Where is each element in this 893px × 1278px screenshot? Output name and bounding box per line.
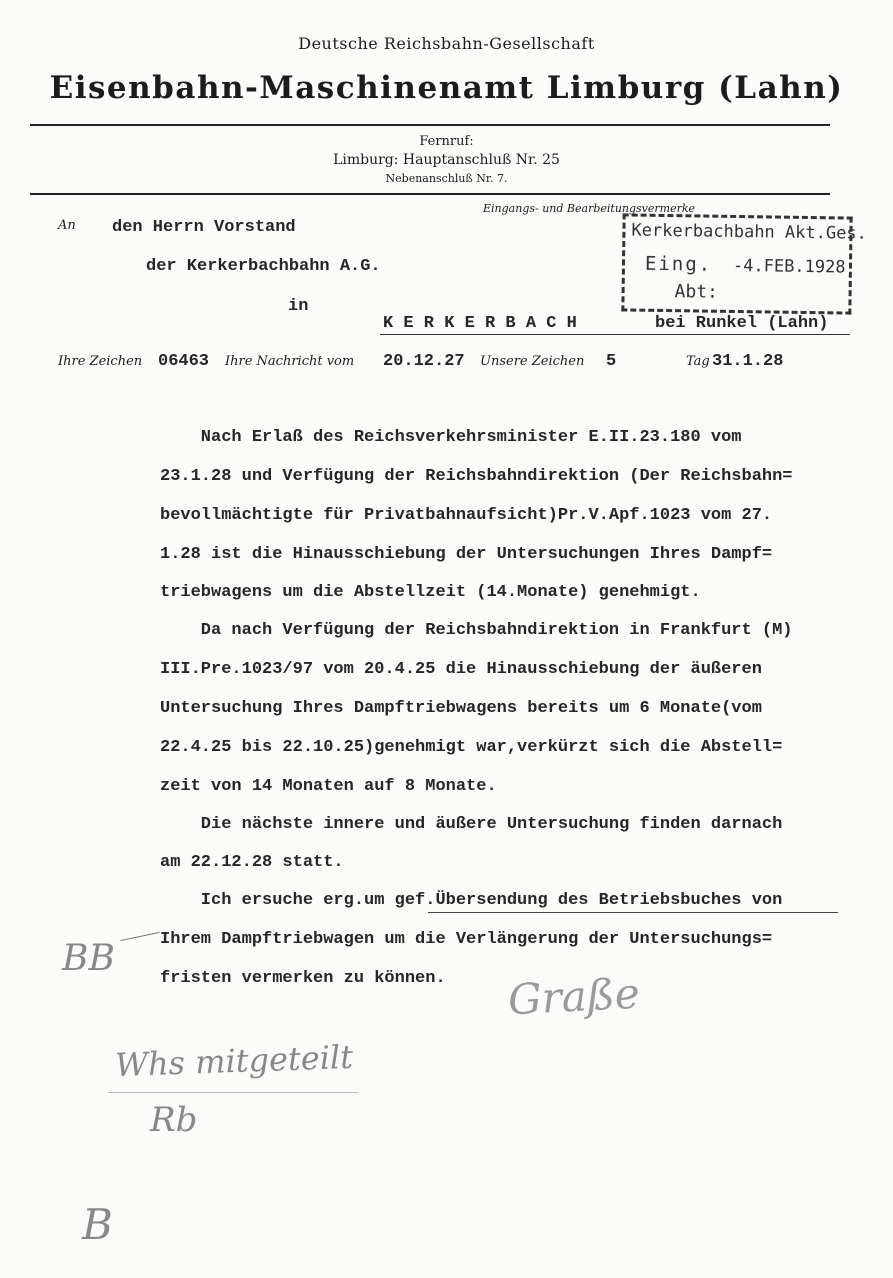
- nachricht-label: Ihre Nachricht vom: [225, 354, 355, 369]
- place-underline: [380, 334, 850, 335]
- body-line: triebwagens um die Abstellzeit (14.Monate) genehmigt.: [160, 583, 701, 602]
- address-line-2: der Kerkerbachbahn A.G.: [146, 257, 381, 276]
- phone-main: Limburg: Hauptanschluß Nr. 25: [333, 152, 560, 168]
- phone-ext: Nebenanschluß Nr. 7.: [385, 172, 508, 185]
- receipt-stamp: [621, 213, 867, 314]
- tag-label: Tag: [686, 354, 710, 369]
- stamp-eing-label: Eing.: [644, 252, 713, 276]
- body-line: Da nach Verfügung der Reichsbahndirektion in Frankfurt (M): [160, 621, 793, 640]
- body-line: 22.4.25 bis 22.10.25)genehmigt war,verkürzt sich die Abstell=: [160, 738, 783, 757]
- note-initials: Rb: [150, 1100, 198, 1140]
- pencil-arrow: [120, 932, 159, 941]
- receipt-label: Eingangs- und Bearbeitungsvermerke: [483, 202, 696, 215]
- unsere-zeichen-label: Unsere Zeichen: [480, 354, 585, 369]
- body-line: bevollmächtigte für Privatbahnaufsicht)Pr.V.Apf.1023 vom 27.: [160, 506, 773, 525]
- handwritten-note: Whs mitgeteilt: [114, 1037, 354, 1085]
- body-line: am 22.12.28 statt.: [160, 853, 344, 872]
- body-line: Nach Erlaß des Reichsverkehrsminister E.II.23.180 vom: [160, 428, 742, 447]
- address-line-3: in: [288, 297, 309, 316]
- body-line: fristen vermerken zu können.: [160, 969, 446, 988]
- office-name: Eisenbahn-Maschinenamt Limburg (Lahn): [49, 70, 844, 106]
- stamp-company: Kerkerbachbahn Akt.Ges.: [631, 220, 867, 244]
- tag-value: 31.1.28: [712, 352, 784, 371]
- address-place-suffix: bei Runkel (Lahn): [655, 314, 829, 333]
- ihre-zeichen-label: Ihre Zeichen: [58, 354, 143, 369]
- pencil-underline: [428, 912, 838, 913]
- body-line: 23.1.28 und Verfügung der Reichsbahndirektion (Der Reichsbahn=: [160, 467, 793, 486]
- header-divider: [30, 124, 830, 126]
- body-line: 1.28 ist die Hinausschiebung der Untersuchungen Ihres Dampf=: [160, 545, 773, 564]
- body-line: Die nächste innere und äußere Untersuchung finden darnach: [160, 815, 783, 834]
- address-place: K E R K E R B A C H: [383, 314, 577, 333]
- stamp-abt-label: Abt:: [674, 281, 719, 303]
- phone-label: Fernruf:: [419, 134, 474, 149]
- body-line: III.Pre.1023/97 vom 20.4.25 die Hinausschiebung der äußeren: [160, 660, 762, 679]
- unsere-zeichen-value: 5: [606, 352, 617, 371]
- stamp-date: -4.FEB.1928: [732, 255, 846, 278]
- note-underline: [108, 1092, 358, 1093]
- body-line: Ich ersuche erg.um gef.Übersendung des Betriebsbuches von: [160, 891, 783, 910]
- signature: Graße: [506, 968, 641, 1025]
- body-line: Untersuchung Ihres Dampftriebwagens bereits um 6 Monate(vom: [160, 699, 762, 718]
- phone-divider: [30, 193, 830, 195]
- address-an-label: An: [58, 218, 76, 233]
- address-line-1: den Herrn Vorstand: [112, 218, 296, 237]
- margin-initials: BB: [62, 938, 115, 979]
- nachricht-value: 20.12.27: [383, 352, 465, 371]
- organization-name: Deutsche Reichsbahn-Gesellschaft: [298, 34, 595, 53]
- body-line: Ihrem Dampftriebwagen um die Verlängerung der Untersuchungs=: [160, 930, 773, 949]
- bottom-mark: B: [82, 1200, 113, 1249]
- body-line: zeit von 14 Monaten auf 8 Monate.: [160, 777, 497, 796]
- ihre-zeichen-value: 06463: [158, 352, 210, 371]
